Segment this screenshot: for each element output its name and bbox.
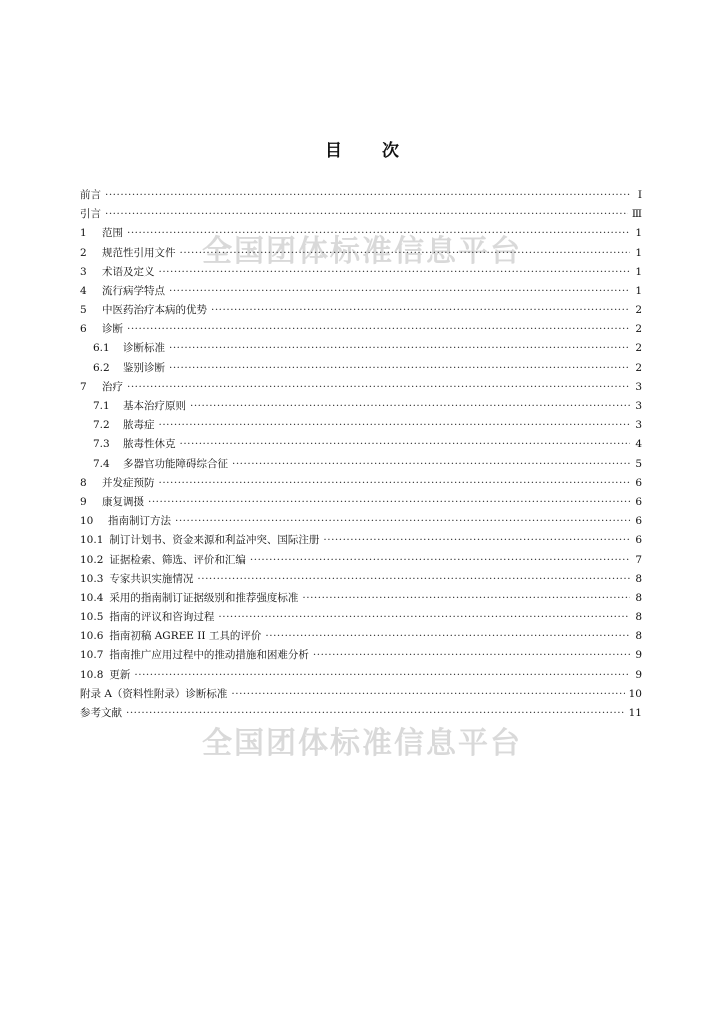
toc-number: 10.3 [80, 572, 104, 585]
toc-label: 规范性引用文件 [102, 246, 176, 259]
toc-leader-dots [302, 589, 630, 608]
title-char-2: 次 [382, 141, 399, 161]
toc-page: 3 [635, 380, 642, 393]
toc-number: 10.6 [80, 630, 104, 643]
toc-page: 4 [635, 438, 642, 451]
toc-entry[interactable] [80, 493, 642, 512]
toc-page: 10 [628, 687, 642, 700]
toc-label: 指南的评议和咨询过程 [109, 611, 215, 624]
toc-leader-dots [197, 570, 630, 589]
toc-label: 引言 [80, 208, 101, 221]
toc-entry[interactable] [80, 301, 642, 320]
toc-leader-dots [105, 205, 628, 224]
toc-leader-dots [126, 704, 625, 723]
toc-entry[interactable] [80, 647, 642, 666]
toc-page: 9 [635, 649, 642, 662]
toc-number: 7.3 [93, 438, 110, 451]
toc-leader-dots [169, 339, 630, 358]
toc-number: 8 [80, 476, 87, 489]
toc-entry[interactable] [80, 282, 642, 301]
toc-page: 1 [635, 265, 642, 278]
toc-label: 诊断标准 [123, 342, 165, 355]
toc-leader-dots [127, 224, 630, 243]
toc-number: 9 [80, 495, 87, 508]
toc-entry[interactable] [80, 570, 642, 589]
title-char-1: 目 [325, 141, 342, 161]
toc-leader-dots [190, 397, 630, 416]
toc-page: 8 [635, 630, 642, 643]
toc-page: 6 [635, 534, 642, 547]
toc-entry[interactable] [80, 531, 642, 550]
toc-label: 参考文献 [80, 707, 122, 720]
toc-page: 9 [635, 668, 642, 681]
toc-entry[interactable] [80, 320, 642, 339]
toc-page: 5 [635, 457, 642, 470]
toc-label: 采用的指南制订证据级别和推荐强度标准 [109, 591, 299, 604]
toc-label: 康复调摄 [102, 495, 144, 508]
toc-leader-dots [265, 627, 630, 646]
toc-page: 3 [635, 419, 642, 432]
toc-number: 10.8 [80, 668, 104, 681]
toc-number: 10 [80, 515, 94, 528]
toc-label: 更新 [109, 668, 131, 681]
toc-leader-dots [134, 666, 630, 685]
toc-label: 指南制订方法 [108, 515, 171, 528]
toc-leader-dots [180, 435, 631, 454]
toc-leader-dots [323, 531, 630, 550]
toc-leader-dots [148, 493, 630, 512]
toc-number: 10.4 [80, 591, 104, 604]
toc-number: 2 [80, 246, 87, 259]
toc-leader-dots [159, 263, 631, 282]
toc-label: 鉴别诊断 [123, 361, 165, 374]
toc-page: 1 [635, 246, 642, 259]
toc-leader-dots [169, 282, 630, 301]
toc-page: 7 [635, 553, 642, 566]
toc-leader-dots [127, 320, 630, 339]
toc-page: 8 [635, 591, 642, 604]
watermark-top: 全国团体标准信息平台 [202, 234, 522, 269]
toc-leader-dots [180, 244, 631, 263]
toc-entry[interactable] [80, 512, 642, 531]
toc-leader-dots [218, 608, 630, 627]
watermark-bottom: 全国团体标准信息平台 [202, 726, 522, 761]
toc-entry[interactable] [80, 378, 642, 397]
toc-page: 6 [635, 476, 642, 489]
toc-leader-dots [169, 359, 630, 378]
toc-number: 6.1 [93, 342, 110, 355]
toc-label: 治疗 [102, 380, 123, 393]
toc-number: 10.2 [80, 553, 104, 566]
toc-number: 7.2 [93, 419, 110, 432]
toc-label: 制订计划书、资金来源和利益冲突、国际注册 [109, 534, 320, 547]
toc-label: 附录 A（资料性附录）诊断标准 [80, 687, 228, 700]
toc-page: 6 [635, 515, 642, 528]
toc-label: 流行病学特点 [102, 284, 165, 297]
toc-leader-dots [127, 378, 630, 397]
toc-number: 10.5 [80, 611, 104, 624]
toc-leader-dots [159, 474, 631, 493]
toc-label: 前言 [80, 188, 101, 201]
toc-label: 指南推广应用过程中的推动措施和困难分析 [109, 649, 309, 662]
toc-entry[interactable] [80, 263, 642, 282]
toc-entry[interactable] [80, 704, 642, 723]
toc-label: 术语及定义 [102, 265, 155, 278]
toc-label: 并发症预防 [102, 476, 155, 489]
toc-entry[interactable] [80, 589, 642, 608]
toc-label: 脓毒症 [123, 419, 155, 432]
toc-page: 8 [635, 611, 642, 624]
toc-number: 7.4 [93, 457, 110, 470]
toc-leader-dots [211, 301, 630, 320]
toc-label: 诊断 [102, 323, 123, 336]
toc-page: 2 [635, 323, 642, 336]
toc-number: 1 [80, 227, 87, 240]
toc-number: 4 [80, 284, 87, 297]
toc-number: 3 [80, 265, 87, 278]
page-title [0, 136, 724, 161]
toc-leader-dots [175, 512, 630, 531]
toc-label: 脓毒性休克 [123, 438, 176, 451]
toc-entry[interactable] [80, 455, 642, 474]
toc-entry[interactable] [80, 551, 642, 570]
toc-leader-dots [231, 685, 624, 704]
toc-label: 中医药治疗本病的优势 [102, 304, 207, 317]
toc-leader-dots [313, 646, 630, 665]
toc-entry[interactable] [80, 359, 642, 378]
toc-label: 证据检索、筛选、评价和汇编 [109, 553, 246, 566]
toc-leader-dots [232, 455, 630, 474]
toc-entry[interactable] [80, 435, 642, 454]
toc-page: 1 [635, 284, 642, 297]
toc-leader-dots [250, 551, 630, 570]
toc-entry[interactable] [80, 608, 642, 627]
toc-entry[interactable] [80, 244, 642, 263]
toc-number: 7.1 [93, 400, 110, 413]
toc-number: 7 [80, 380, 87, 393]
toc-page: 8 [635, 572, 642, 585]
toc-number: 10.7 [80, 649, 104, 662]
toc-page: 3 [635, 400, 642, 413]
toc-label: 基本治疗原则 [123, 400, 186, 413]
toc-page: 1 [635, 227, 642, 240]
toc-page: 6 [635, 495, 642, 508]
toc-entry[interactable] [80, 666, 642, 685]
toc-leader-dots [105, 186, 630, 205]
toc-page: Ⅲ [631, 208, 642, 221]
toc-label: 多器官功能障碍综合征 [123, 457, 228, 470]
toc-label: 专家共识实施情况 [109, 572, 194, 585]
toc-page: 2 [635, 304, 642, 317]
toc-number: 5 [80, 304, 87, 317]
toc-entry[interactable] [80, 416, 642, 435]
toc-number: 6.2 [93, 361, 110, 374]
table-of-contents [80, 186, 642, 723]
toc-entry[interactable] [80, 397, 642, 416]
toc-leader-dots [159, 416, 631, 435]
toc-entry[interactable] [80, 186, 642, 205]
toc-entry[interactable] [80, 224, 642, 243]
toc-entry[interactable] [80, 205, 642, 224]
toc-number: 6 [80, 323, 87, 336]
toc-page: 2 [635, 342, 642, 355]
toc-entry[interactable] [80, 627, 642, 646]
toc-number: 10.1 [80, 534, 104, 547]
toc-page: Ⅰ [637, 188, 642, 201]
toc-page: 11 [628, 707, 642, 720]
toc-entry[interactable] [80, 340, 642, 359]
toc-page: 2 [635, 361, 642, 374]
toc-entry[interactable] [80, 685, 642, 704]
toc-entry[interactable] [80, 474, 642, 493]
toc-label: 指南初稿 AGREE II 工具的评价 [109, 630, 262, 643]
toc-label: 范围 [102, 227, 123, 240]
